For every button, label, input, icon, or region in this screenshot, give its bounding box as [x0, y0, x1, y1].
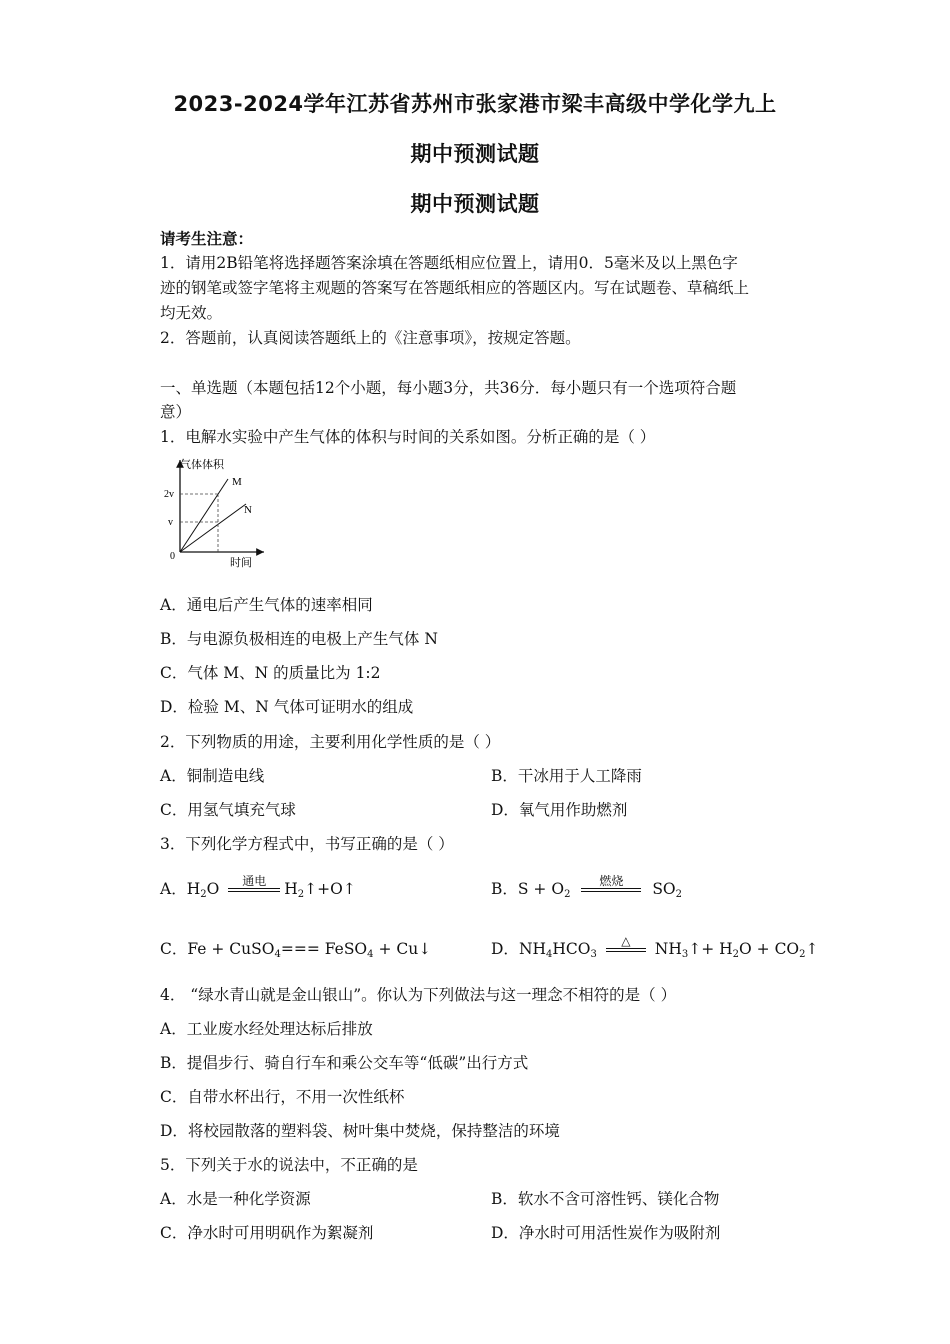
- q1-option-c[interactable]: C．气体 M、N 的质量比为 1:2: [160, 664, 381, 682]
- line-n: [180, 504, 246, 552]
- reaction-condition: 通电: [242, 874, 267, 888]
- notice-heading: 请考生注意：: [160, 229, 254, 248]
- volume-time-graph: [160, 454, 280, 572]
- q3-c-copper: + Cu↓: [373, 940, 432, 958]
- subscript: 3: [681, 949, 689, 960]
- notice-item-1-cont: 迹的钢笔或签字笔将主观题的答案写在答题纸相应的答题区内。写在试题卷、草稿纸上: [160, 279, 750, 297]
- question-1-stem: 1．电解水实验中产生气体的体积与时间的关系如图。分析正确的是（ ）: [160, 428, 656, 446]
- label-m: M: [232, 476, 242, 488]
- subscript: 4: [546, 949, 553, 960]
- q4-option-a[interactable]: A．工业废水经处理达标后排放: [160, 1020, 373, 1038]
- subscript: 2: [297, 889, 305, 900]
- reaction-condition: △: [621, 934, 631, 948]
- q2-option-d[interactable]: D．氧气用作助燃剂: [491, 801, 628, 819]
- subscript: 2: [675, 889, 683, 900]
- q3-c-reactants: Fe + CuSO: [187, 940, 275, 958]
- q3-c-products: === FeSO: [280, 940, 368, 958]
- section-heading-cont: 意）: [160, 403, 192, 421]
- section-heading: 一、单选题（本题包括12个小题，每小题3分，共36分．每小题只有一个选项符合题: [160, 379, 737, 397]
- tick-v: v: [168, 517, 173, 528]
- reaction-arrow: [606, 934, 646, 952]
- q4-option-c[interactable]: C．自带水杯出行，不用一次性纸杯: [160, 1088, 405, 1106]
- subscript: 2: [564, 889, 571, 900]
- q3-d-gas-arrow: ↑: [805, 940, 819, 958]
- question-3-stem: 3．下列化学方程式中，书写正确的是（ ）: [160, 835, 454, 853]
- q3-option-d[interactable]: [491, 934, 819, 966]
- notice-item-1-end: 均无效。: [160, 304, 223, 322]
- reaction-arrow: [581, 874, 641, 892]
- x-axis-label: 时间: [230, 557, 252, 569]
- q3-option-a[interactable]: [160, 874, 356, 906]
- page-subtitle: 期中预测试题: [410, 142, 540, 166]
- notice-item-1: 1．请用2B铅笔将选择题答案涂填在答题纸相应位置上，请用0．5毫米及以上黑色字: [160, 254, 738, 272]
- tick-2v: 2v: [164, 489, 174, 500]
- origin-label: 0: [170, 551, 175, 562]
- subscript: 2: [799, 949, 806, 960]
- reaction-arrow: [228, 874, 280, 892]
- notice-item-2: 2．答题前，认真阅读答题纸上的《注意事项》，按规定答题。: [160, 329, 581, 347]
- q3-d-reactant-2: HCO: [552, 940, 591, 958]
- q2-option-b[interactable]: B．干冰用于人工降雨: [491, 767, 642, 785]
- q3-a-h2: H: [284, 880, 298, 898]
- q3-a-o: O: [206, 880, 220, 898]
- q5-option-b[interactable]: B．软水不含可溶性钙、镁化合物: [491, 1190, 720, 1208]
- q3-option-c[interactable]: [160, 938, 431, 966]
- q3-d-product-2: ↑+ H: [688, 940, 733, 958]
- label-n: N: [244, 504, 252, 516]
- q3-d-product: NH: [654, 940, 682, 958]
- q2-option-c[interactable]: C．用氢气填充气球: [160, 801, 296, 819]
- q4-option-b[interactable]: B．提倡步行、骑自行车和乘公交车等“低碳”出行方式: [160, 1054, 529, 1072]
- y-axis-label: 气体体积: [180, 459, 224, 471]
- question-5-stem: 5．下列关于水的说法中，不正确的是: [160, 1156, 418, 1174]
- q1-option-b[interactable]: B．与电源负极相连的电极上产生气体 N: [160, 630, 438, 648]
- q3-option-b[interactable]: [491, 874, 683, 906]
- question-4-stem: 4． “绿水青山就是金山银山”。你认为下列做法与这一理念不相符的是（ ）: [160, 986, 677, 1004]
- q5-option-d[interactable]: D．净水时可用活性炭作为吸附剂: [491, 1224, 721, 1242]
- page-title: 2023-2024学年江苏省苏州市张家港市梁丰高级中学化学九上: [173, 92, 777, 116]
- q5-option-c[interactable]: C．净水时可用明矾作为絮凝剂: [160, 1224, 374, 1242]
- q3-c-label: C．: [160, 940, 188, 958]
- q5-option-a[interactable]: A．水是一种化学资源: [160, 1190, 311, 1208]
- q3-a-products: ↑+O↑: [304, 880, 356, 898]
- subscript: 4: [367, 949, 374, 960]
- line-m: [180, 479, 228, 552]
- question-2-stem: 2．下列物质的用途，主要利用化学性质的是（ ）: [160, 733, 501, 751]
- page-subtitle-2: 期中预测试题: [410, 192, 540, 216]
- q3-d-label: D．: [491, 940, 519, 958]
- q3-a-label: A．: [160, 880, 187, 898]
- q3-d-product-3: O + CO: [739, 940, 800, 958]
- q1-option-d[interactable]: D．检验 M、N 气体可证明水的组成: [160, 698, 414, 716]
- q4-option-d[interactable]: D．将校园散落的塑料袋、树叶集中焚烧，保持整洁的环境: [160, 1122, 560, 1140]
- q3-a-h: H: [186, 880, 201, 898]
- q3-b-product: SO: [652, 880, 676, 898]
- q1-option-a[interactable]: A．通电后产生气体的速率相同: [160, 596, 373, 614]
- q3-d-reactant: NH: [518, 940, 547, 958]
- subscript: 3: [590, 949, 597, 960]
- subscript: 4: [274, 949, 281, 960]
- subscript: 2: [200, 889, 207, 900]
- q3-b-reactants: S + O: [517, 880, 565, 898]
- reaction-condition: 燃烧: [599, 874, 624, 888]
- q3-b-label: B．: [491, 880, 518, 898]
- q2-option-a[interactable]: A．铜制造电线: [160, 767, 265, 785]
- subscript: 2: [732, 949, 740, 960]
